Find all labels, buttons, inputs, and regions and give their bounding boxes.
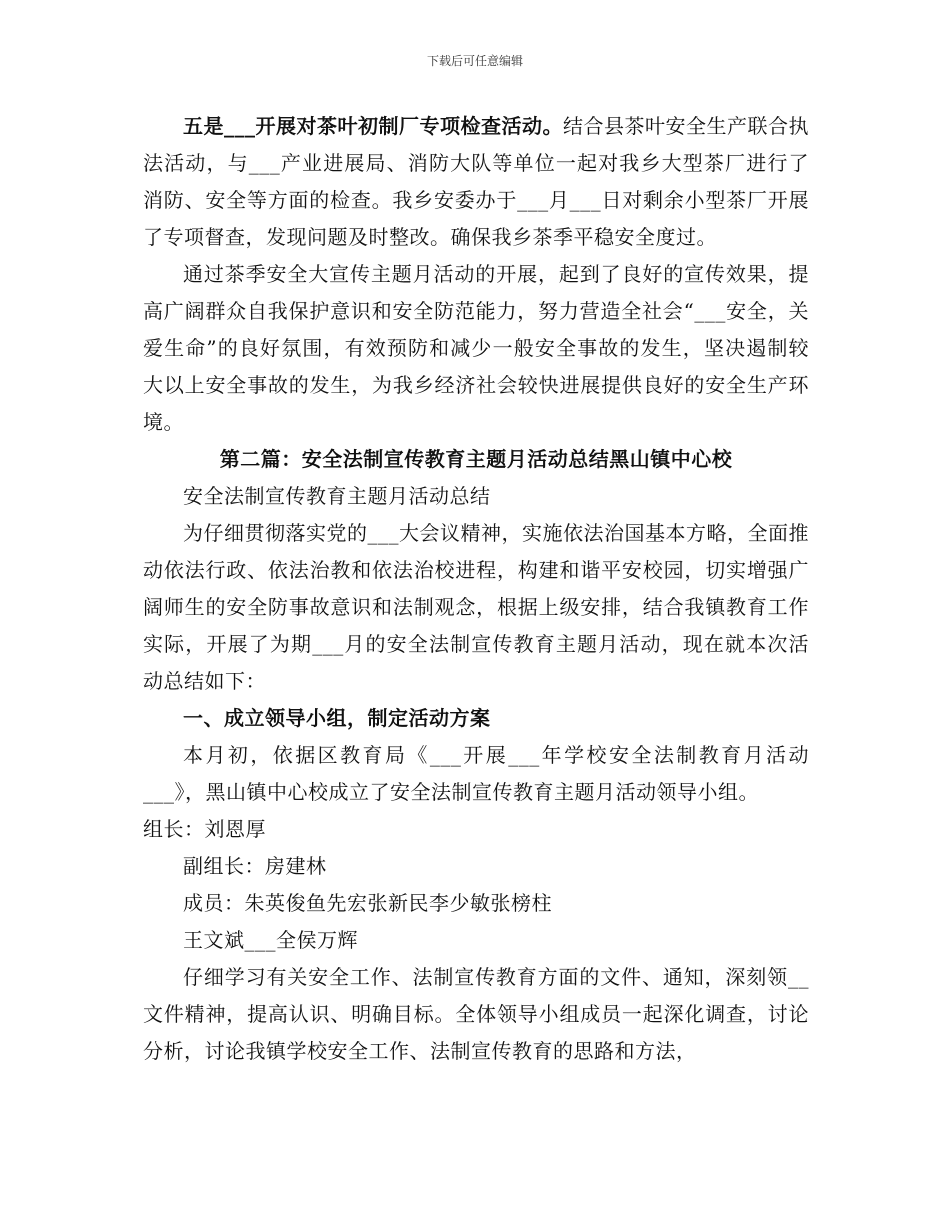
section-heading: 一、成立领导小组，制定活动方案 [183,706,491,730]
document-subtitle: 安全法制宣传教育主题月活动总结 [183,484,491,508]
paragraph-intro: 为仔细贯彻落实党的___大会议精神，实施依法治国基本方略，全面推动依法行政、依法治教和依法治校进程，构建和谐平安校园，切实增强广阔师生的安全防事故意识和法制观念，根据上级安排，结合我镇教育工作实际，开展了为期___月的安全法制宣传教育主题月活动，现在就本次活动总结如下： [143,521,809,693]
paragraph-group-formed: 本月初，依据区教育局《___开展___年学校安全法制教育月活动___》，黑山镇中心校成立了安全法制宣传教育主题月活动领导小组。 [143,743,809,804]
paragraph-summary: 通过茶季安全大宣传主题月活动的开展，起到了良好的宣传效果，提高广阔群众自我保护意识和安全防范能力，努力营造全社会“___安全，关爱生命”的良好氛围，有效预防和减少一般安全事故的发生，坚决遏制较大以上安全事故的发生，为我乡经济社会较快进展提供良好的安全生产环境。 [143,262,809,434]
members-line-continued: 王文斌___全侯万辉 [183,928,358,952]
members-line: 成员：朱英俊鱼先宏张新民李少敏张榜柱 [183,891,552,915]
paragraph-inspection [143,108,809,256]
deputy-leader-line: 副组长：房建林 [183,854,327,878]
paragraph-text: 结合县茶叶安全生产联合执法活动，与___产业进展局、消防大队等单位一起对我乡大型茶厂进行了消防、安全等方面的检查。我乡安委办于___月___日对剩余小型茶厂开展了专项督查，发现问题及时整改。确保我乡茶季平稳安全度过。 [143,114,809,249]
document-body [143,108,809,1070]
page-header: 下载后可任意编辑 [426,54,523,68]
paragraph-study: 仔细学习有关安全工作、法制宣传教育方面的文件、通知，深刻领__文件精神，提高认识、明确目标。全体领导小组成员一起深化调查，讨论分析，讨论我镇学校安全工作、法制宣传教育的思路和方法， [143,965,809,1063]
paragraph-lead: 五是___开展对茶叶初制厂专项检查活动。 [183,114,563,138]
section-title: 第二篇：安全法制宣传教育主题月活动总结黑山镇中心校 [219,447,733,471]
leader-line: 组长：刘恩厚 [143,817,266,841]
